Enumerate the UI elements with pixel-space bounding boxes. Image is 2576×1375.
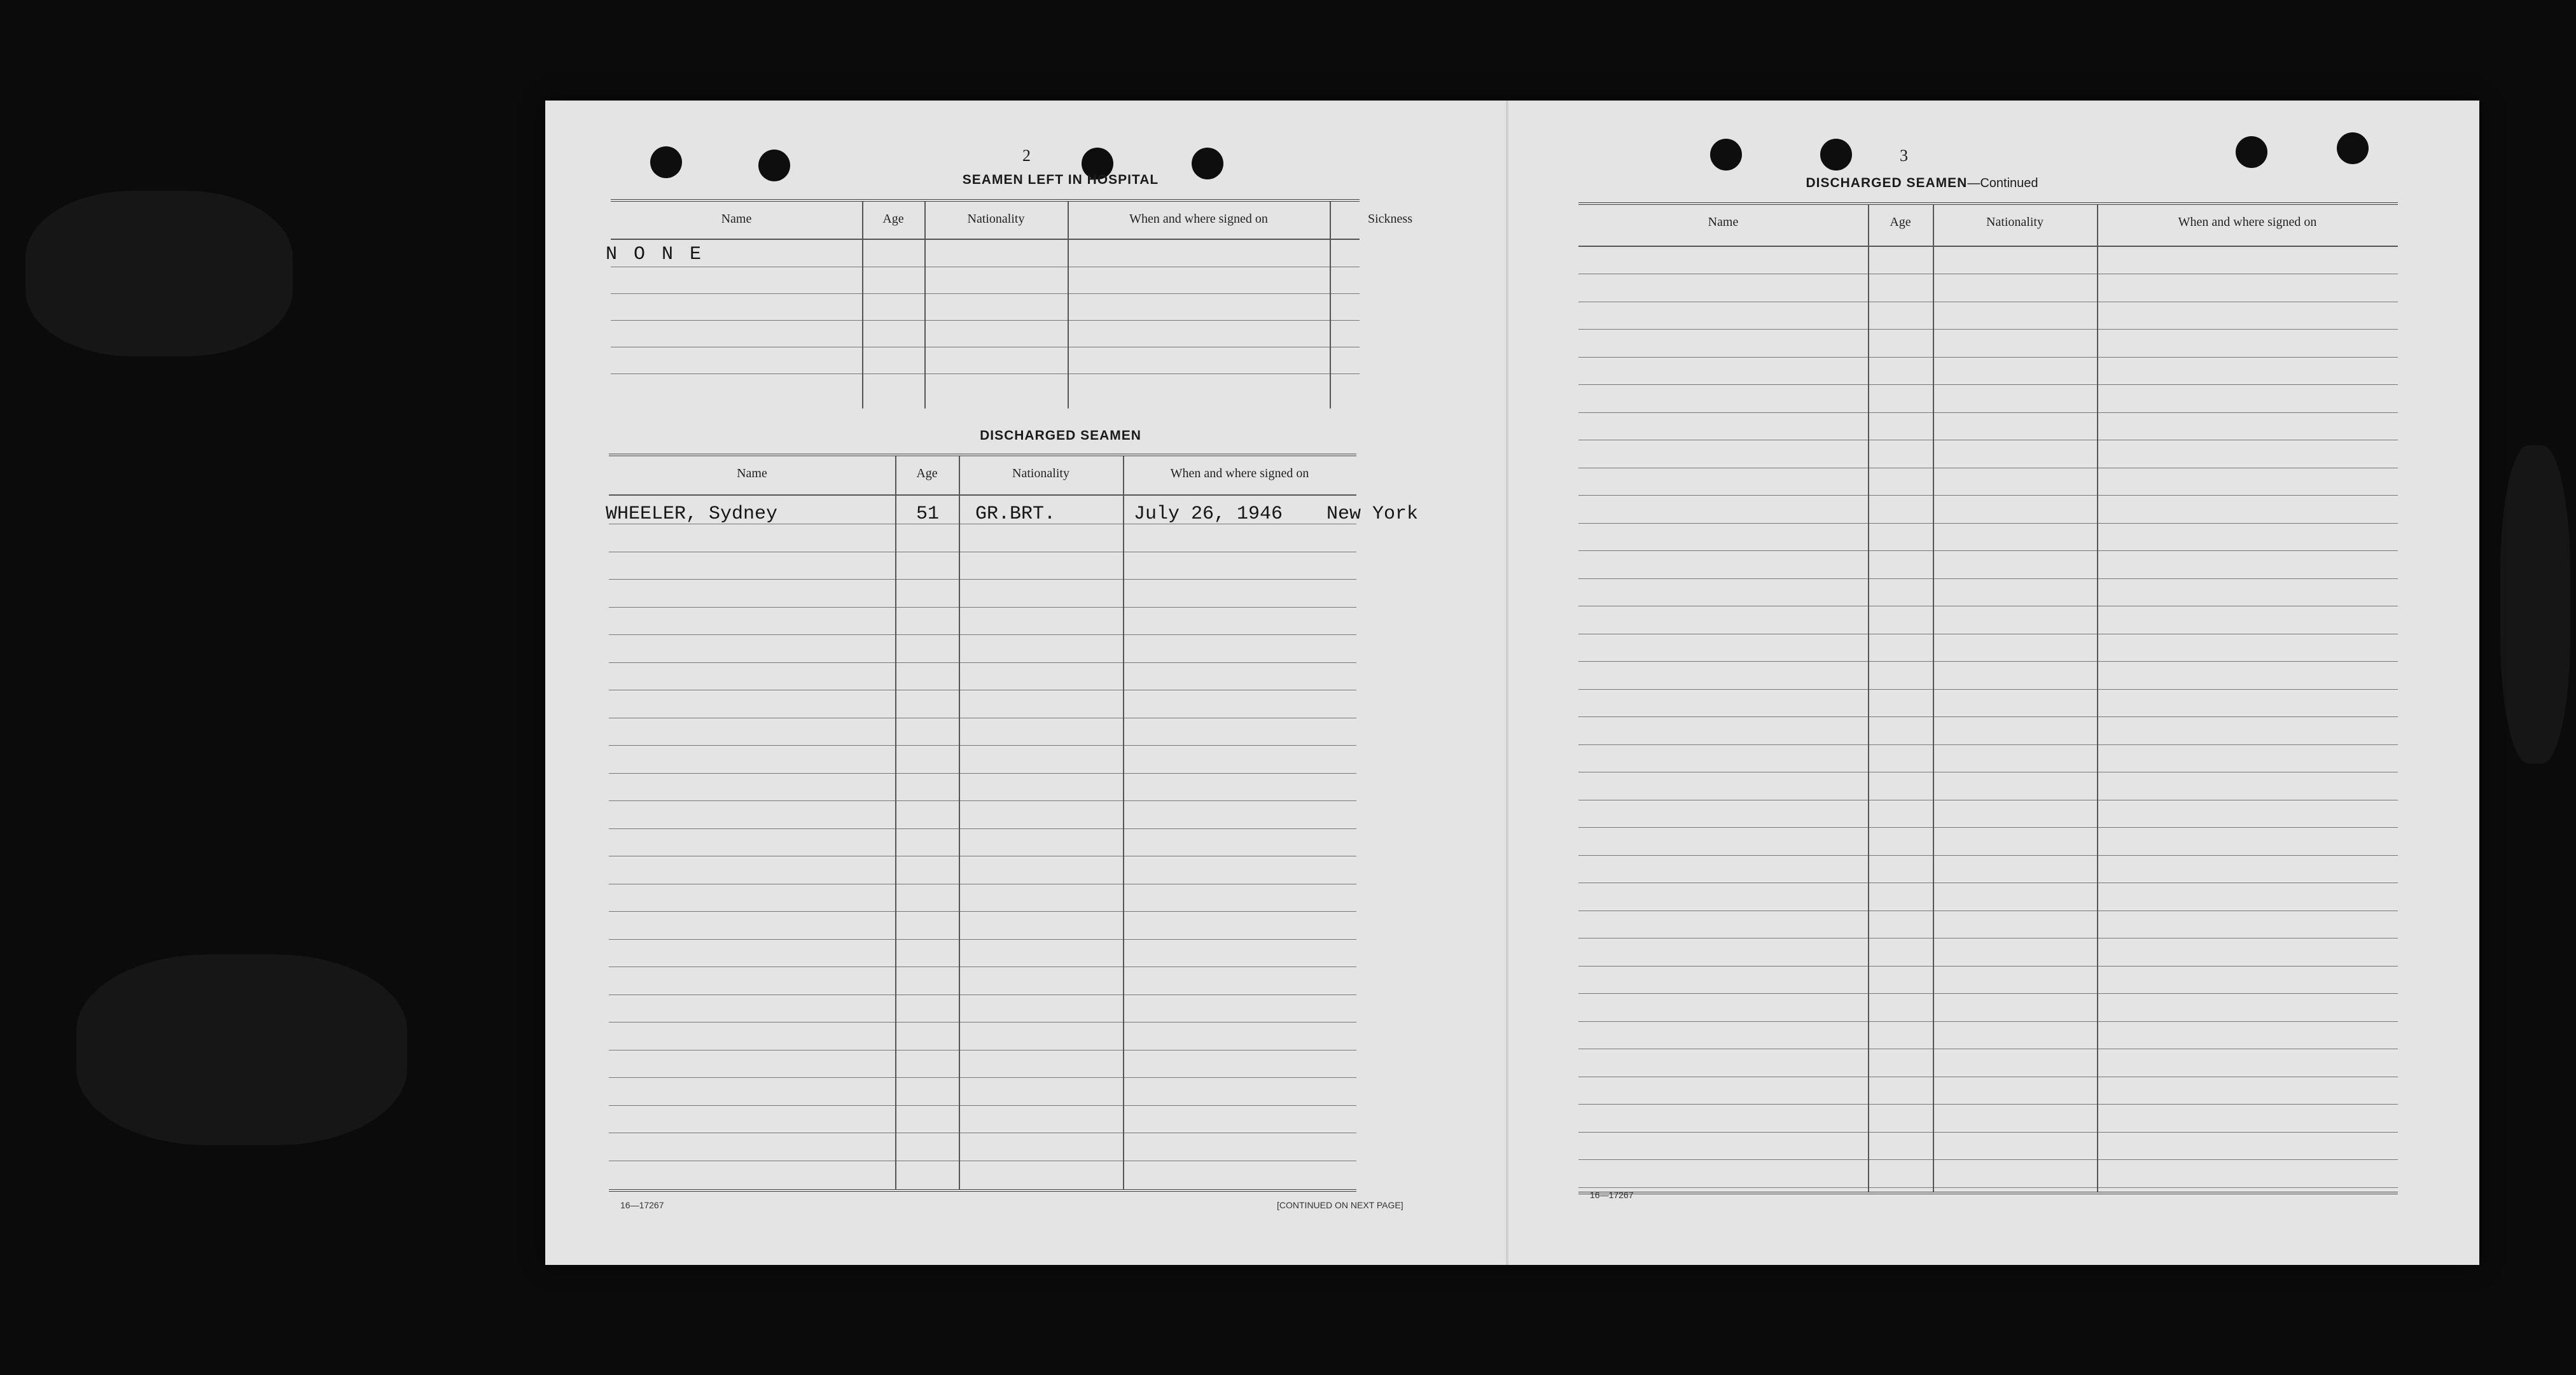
ruled-line (609, 1105, 1356, 1106)
ruled-line (609, 745, 1356, 746)
ruled-line (1578, 412, 2398, 413)
ruled-line (609, 634, 1356, 635)
ruled-line (609, 579, 1356, 580)
ruled-line (1578, 1132, 2398, 1133)
punch-hole (2236, 136, 2267, 168)
continued-note: [CONTINUED ON NEXT PAGE] (1277, 1200, 1403, 1210)
column-header-nationality: Nationality (1012, 466, 1069, 480)
column-header-age: Age (1890, 215, 1911, 229)
ruled-line (609, 1022, 1356, 1023)
discharged-continued-title: DISCHARGED SEAMEN—Continued (1806, 176, 2038, 190)
punch-hole (1820, 139, 1852, 171)
discharged-title: DISCHARGED SEAMEN (980, 428, 1141, 443)
left-page (545, 101, 1506, 1265)
ruled-line (609, 1077, 1356, 1078)
ruled-line (609, 828, 1356, 829)
form-number: 16—17267 (1590, 1190, 1634, 1200)
column-header-nationality: Nationality (1986, 215, 2043, 229)
ruled-line (609, 662, 1356, 663)
ruled-line (1578, 495, 2398, 496)
right-page (1508, 101, 2479, 1265)
discharged-place: New York (1326, 503, 1419, 525)
punch-hole (650, 146, 682, 178)
background-blotch (76, 954, 407, 1145)
ruled-line (1578, 827, 2398, 828)
discharged-continued-table (1578, 202, 2398, 1246)
ruled-line (1578, 384, 2398, 385)
ruled-line (1578, 855, 2398, 856)
column-header-age: Age (916, 466, 938, 480)
ruled-line (1578, 1159, 2398, 1160)
form-number: 16—17267 (620, 1200, 664, 1210)
ruled-line (609, 800, 1356, 801)
column-header-name: Name (1708, 215, 1739, 229)
ruled-line (1578, 550, 2398, 551)
ruled-line (1578, 661, 2398, 662)
ruled-line (1578, 523, 2398, 524)
punch-hole (2337, 132, 2369, 164)
ruled-line (609, 607, 1356, 608)
column-header-sickness: Sickness (1368, 212, 1412, 226)
background-blotch (25, 191, 293, 356)
ruled-line (1578, 329, 2398, 330)
ruled-line (1578, 993, 2398, 994)
ruled-line (1578, 689, 2398, 690)
ruled-line (1578, 938, 2398, 939)
ruled-line (1578, 357, 2398, 358)
discharged-name: WHEELER, Sydney (606, 503, 778, 525)
hospital-entry-none: N O N E (606, 244, 704, 265)
column-header-signed-on: When and where signed on (1170, 466, 1309, 480)
discharged-date: July 26, 1946 (1134, 503, 1283, 525)
column-header-signed-on: When and where signed on (1129, 212, 1268, 226)
ruled-line (609, 773, 1356, 774)
column-header-name: Name (737, 466, 767, 480)
ruled-line (1578, 744, 2398, 745)
background-blotch (2500, 445, 2570, 764)
ruled-line (1578, 1021, 2398, 1022)
document-sheet (545, 101, 2479, 1265)
ruled-line (1578, 1187, 2398, 1188)
discharged-table (609, 454, 1356, 1236)
discharged-nationality: GR.BRT. (975, 503, 1056, 525)
ruled-line (1578, 578, 2398, 579)
ruled-line (1578, 716, 2398, 717)
column-header-name: Name (721, 212, 752, 226)
discharged-age: 51 (916, 503, 940, 525)
page-number: 2 (1022, 146, 1031, 165)
ruled-line (1578, 966, 2398, 967)
column-header-signed-on: When and where signed on (2178, 215, 2317, 229)
punch-hole (758, 150, 790, 181)
column-header-age: Age (882, 212, 904, 226)
column-header-nationality: Nationality (967, 212, 1025, 226)
hospital-title: SEAMEN LEFT IN HOSPITAL (962, 172, 1159, 187)
ruled-line (1578, 1104, 2398, 1105)
hospital-table (611, 199, 1412, 409)
punch-hole (1710, 139, 1742, 171)
ruled-line (609, 939, 1356, 940)
page-number: 3 (1900, 146, 1908, 165)
ruled-line (609, 911, 1356, 912)
